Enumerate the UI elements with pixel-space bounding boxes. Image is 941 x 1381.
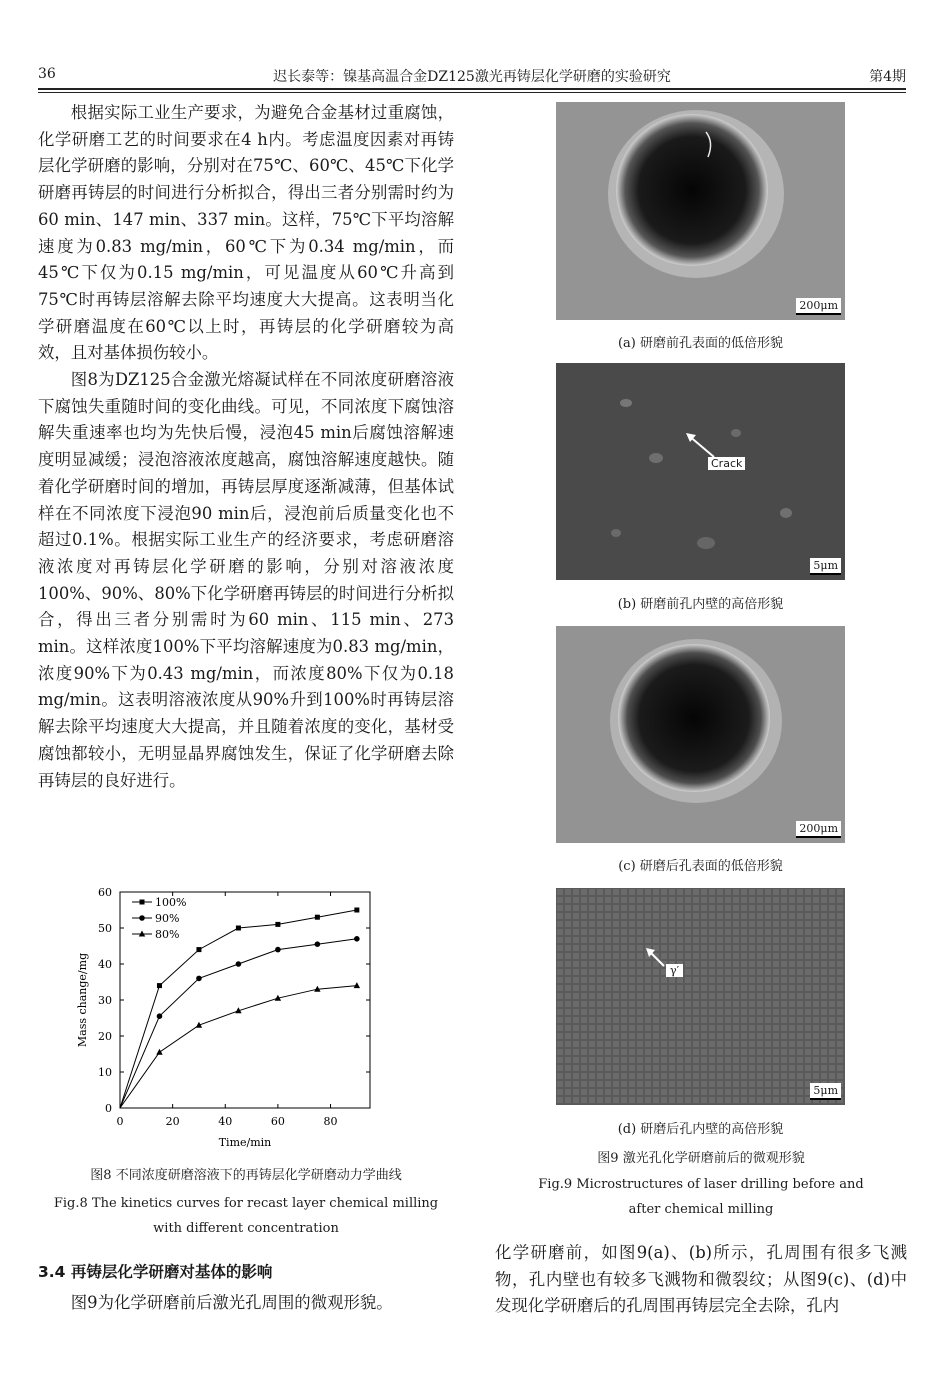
data-point-0 xyxy=(315,915,320,920)
fig9d-scale-bar: 5μm xyxy=(810,1083,841,1100)
series-line-2 xyxy=(120,986,357,1108)
legend-marker-0 xyxy=(140,900,145,905)
section-paragraph: 图9为化学研磨前后激光孔周围的微观形貌。 xyxy=(70,1293,393,1312)
legend-label-0: 100% xyxy=(155,896,187,909)
running-header xyxy=(38,62,906,88)
y-tick-label: 10 xyxy=(98,1066,112,1079)
data-point-0 xyxy=(236,926,241,931)
fig8-chart-svg xyxy=(70,880,390,1165)
left-column xyxy=(38,100,454,794)
fig9a-caption: (a) 研磨前孔表面的低倍形貌 xyxy=(617,336,784,351)
x-tick-label: 60 xyxy=(270,1115,285,1128)
section-heading: 3.4 再铸层化学研磨对基体的影响 xyxy=(38,1263,273,1281)
data-point-0 xyxy=(157,983,162,988)
x-axis-label: Time/min xyxy=(218,1136,272,1149)
data-point-1 xyxy=(354,936,360,942)
right-column-paragraph: 化学研磨前，如图9(a)、(b)所示，孔周围有很多飞溅物，孔内壁也有较多飞溅物和微裂纹；从图9(c)、(d)中发现化学研磨后的孔周围再铸层完全去除，孔内 xyxy=(495,1243,907,1316)
y-tick-label: 40 xyxy=(98,958,112,971)
fig8-caption-en-line2: with different concentration xyxy=(153,1221,339,1236)
data-point-1 xyxy=(236,961,242,967)
fig9c-caption: (c) 研磨后孔表面的低倍形貌 xyxy=(618,859,783,874)
data-point-1 xyxy=(196,976,202,982)
y-tick-label: 30 xyxy=(98,994,112,1007)
fig9a-scale-bar: 200μm xyxy=(796,298,841,315)
y-axis-label: Mass change/mg xyxy=(76,952,89,1048)
data-point-1 xyxy=(157,1013,163,1019)
x-tick-label: 0 xyxy=(116,1115,124,1128)
body-paragraph-2: 图8为DZ125合金激光熔凝试样在不同浓度研磨溶液下腐蚀失重随时间的变化曲线。可见，不同浓度下腐蚀溶解失重速率也均为先快后慢，浸泡45 min后腐蚀溶解速度明显减缓；浸泡溶液浓度越高，腐蚀溶解速度越快。随着化学研磨时间的增加，再铸层厚度逐渐减薄，但基体试样在不同浓度下浸泡90 min后，浸泡前后质量变化也不超过0.1%。根据实际工业生产的经济要求，考虑研磨溶液浓度对再铸层化学研磨的影响，分别对溶液浓度100%、90%、80%下化学研磨再铸层的时间进行分析拟合，得出三者分别需时为60 min、115 min、273 min。这样浓度100%下平均溶解速度为0.83 mg/min，浓度90%下为0.43 mg/min，而浓度80%下仅为0.18 mg/min。这表明溶液浓度从90%升到100%时再铸层溶解去除平均速度大大提高，并且随着浓度的变化，基材受腐蚀都较小，无明显晶界腐蚀发生，保证了化学研磨去除再铸层的良好进行。 xyxy=(38,370,454,790)
header-rule-thin xyxy=(38,92,906,93)
fig9-caption-en-line2: after chemical milling xyxy=(628,1202,774,1217)
legend-marker-1 xyxy=(139,915,145,921)
running-title: 迟长泰等：镍基高温合金DZ125激光再铸层化学研磨的实验研究 xyxy=(273,69,671,85)
legend-label-1: 90% xyxy=(155,912,180,925)
fig9d-caption: (d) 研磨后孔内壁的高倍形貌 xyxy=(617,1122,784,1137)
fig9d-micrograph xyxy=(556,888,845,1105)
fig9b-caption: (b) 研磨前孔内壁的高倍形貌 xyxy=(617,597,784,612)
data-point-2 xyxy=(156,1049,162,1055)
data-point-1 xyxy=(315,941,321,947)
gamma-prime-label: γ′ xyxy=(666,964,683,977)
body-paragraph-1: 根据实际工业生产要求，为避免合金基材过重腐蚀，化学研磨工艺的时间要求在4 h内。考虑温度因素对再铸层化学研磨的影响，分别对在75℃、60℃、45℃下化学研磨再铸层的时间进行分析拟合，得出三者分别需时约为60 min、147 min、337 min。这样，75℃下平均溶解速度为0.83 mg/min，60℃下为0.34 mg/min，而45℃下仅为0.15 mg/min，可见温度从60℃升高到75℃时再铸层溶解去除平均速度大大提高。这表明当化学研磨温度在60℃以上时，再铸层的化学研磨较为高效，且对基体损伤较小。 xyxy=(38,103,454,363)
y-tick-label: 20 xyxy=(98,1030,112,1043)
fig8-chart xyxy=(70,880,390,1165)
data-point-1 xyxy=(275,947,281,953)
fig9-caption-en-line1: Fig.9 Microstructures of laser drilling before and xyxy=(538,1177,864,1192)
fig9a-micrograph xyxy=(556,102,845,320)
data-point-0 xyxy=(196,947,201,952)
data-point-2 xyxy=(354,982,360,988)
x-tick-label: 20 xyxy=(165,1115,180,1128)
fig9b-micrograph xyxy=(556,363,845,580)
x-tick-label: 80 xyxy=(323,1115,338,1128)
x-tick-label: 40 xyxy=(218,1115,233,1128)
legend-label-2: 80% xyxy=(155,928,180,941)
issue-number: 第4期 xyxy=(869,69,906,85)
crack-label: Crack xyxy=(708,457,745,470)
page-number: 36 xyxy=(38,66,56,82)
fig9b-scale-bar: 5μm xyxy=(810,558,841,575)
fig9c-micrograph xyxy=(556,626,845,843)
data-point-0 xyxy=(275,922,280,927)
fig8-caption-en-line1: Fig.8 The kinetics curves for recast layer chemical milling xyxy=(53,1196,439,1211)
header-rule-thick xyxy=(38,88,906,90)
y-tick-label: 60 xyxy=(98,886,112,899)
fig8-caption-cn: 图8 不同浓度研磨溶液下的再铸层化学研磨动力学曲线 xyxy=(90,1168,402,1183)
fig9c-scale-bar: 200μm xyxy=(796,821,841,838)
data-point-0 xyxy=(354,908,359,913)
fig9-caption-cn: 图9 激光孔化学研磨前后的微观形貌 xyxy=(597,1151,805,1166)
y-tick-label: 0 xyxy=(105,1102,112,1115)
y-tick-label: 50 xyxy=(98,922,112,935)
